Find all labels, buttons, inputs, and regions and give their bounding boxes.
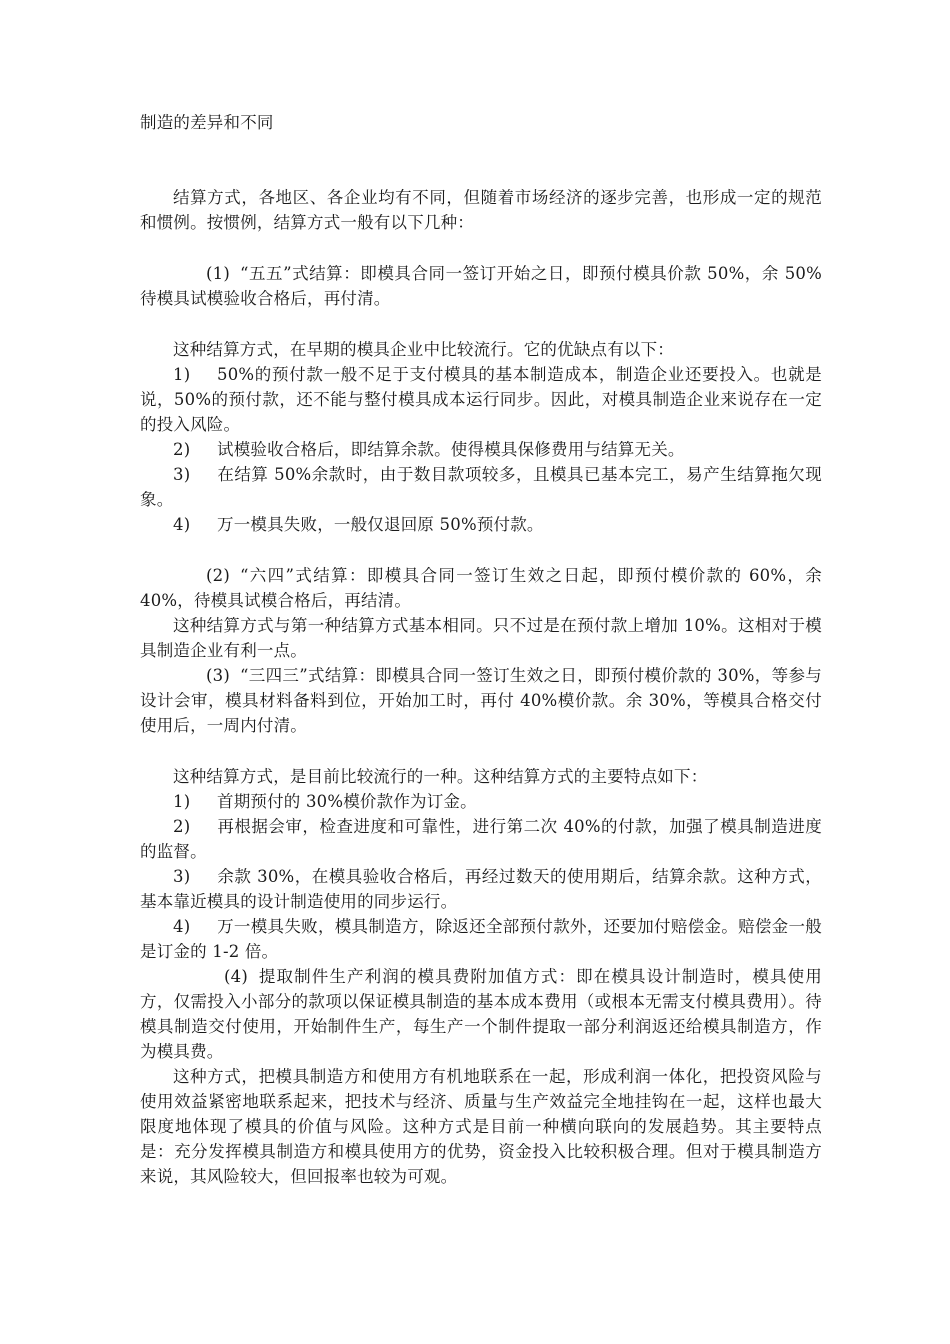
method2-summary: 这种结算方式与第一种结算方式基本相同。只不过是在预付款上增加 10%。这相对于模具制造企业有利一点。	[140, 616, 822, 660]
intro-paragraph: 结算方式，各地区、各企业均有不同，但随着市场经济的逐步完善，也形成一定的规范和惯例。按惯例，结算方式一般有以下几种：	[140, 188, 822, 232]
page-heading: 制造的差异和不同	[140, 113, 274, 132]
method1-label: (1)	[206, 264, 230, 283]
list-item-number: 1)	[173, 792, 191, 811]
list-item-number: 1)	[173, 365, 191, 384]
list-item	[140, 814, 822, 864]
list-item	[140, 437, 822, 462]
method4-text: 提取制件生产利润的模具费附加值方式：即在模具设计制造时，模具使用方，仅需投入小部分的款项以保证模具制造的基本成本费用（或根本无需支付模具费用）。待模具制造交付使用，开始制件生产，每生产一个制件提取一部分利润返还给模具制造方，作为模具费。	[140, 967, 822, 1061]
list-item-number: 3)	[173, 867, 191, 886]
method4-label: (4)	[224, 967, 248, 986]
list-item	[140, 864, 822, 914]
method3-label: (3)	[206, 666, 230, 685]
list-item	[140, 512, 822, 537]
list-item-text: 万一模具失败，模具制造方，除返还全部预付款外，还要加付赔偿金。赔偿金一般是订金的 1-2 倍。	[140, 917, 822, 961]
list-item-text: 50%的预付款一般不足于支付模具的基本制造成本，制造企业还要投入。也就是说，50%的预付款，还不能与整付模具成本运行同步。因此，对模具制造企业来说存在一定的投入风险。	[140, 365, 822, 434]
list-item-text: 首期预付的 30%模价款作为订金。	[217, 792, 477, 811]
list-item-text: 再根据会审，检查进度和可靠性，进行第二次 40%的付款，加强了模具制造进度的监督。	[140, 817, 822, 861]
list-item	[140, 362, 822, 437]
list-item-number: 4)	[173, 515, 191, 534]
list-item-number: 2)	[173, 817, 191, 836]
method2-text: “六四”式结算：即模具合同一签订生效之日起，即预付模价款的 60%，余 40%，待模具试模合格后，再结清。	[140, 566, 822, 610]
method2-label: (2)	[206, 566, 230, 585]
method1-paragraph	[140, 261, 822, 311]
list-item-text: 余款 30%，在模具验收合格后，再经过数天的使用期后，结算余款。这种方式，基本靠近模具的设计制造使用的同步运行。	[140, 867, 822, 911]
list-item	[140, 789, 822, 814]
list-item-text: 在结算 50%余款时，由于数目款项较多，且模具已基本完工，易产生结算拖欠现象。	[140, 465, 822, 509]
list-item-number: 3)	[173, 465, 191, 484]
list-item-number: 4)	[173, 917, 191, 936]
method3-summary: 这种结算方式，是目前比较流行的一种。这种结算方式的主要特点如下：	[173, 767, 708, 786]
method3-paragraph	[140, 663, 822, 738]
method3-text: “三四三”式结算：即模具合同一签订生效之日，即预付模价款的 30%，等参与设计会审，模具材料备料到位，开始加工时，再付 40%模价款。余 30%，等模具合格交付使用后，一周内付清。	[140, 666, 822, 735]
method1-summary: 这种结算方式，在早期的模具企业中比较流行。它的优缺点有以下：	[173, 340, 674, 359]
list-item-text: 万一模具失败，一般仅退回原 50%预付款。	[217, 515, 544, 534]
document-body	[140, 110, 822, 1189]
method4-paragraph	[140, 964, 822, 1064]
list-item-text: 试模验收合格后，即结算余款。使得模具保修费用与结算无关。	[217, 440, 685, 459]
method2-paragraph	[140, 563, 822, 613]
list-item	[140, 462, 822, 512]
method4-summary: 这种方式，把模具制造方和使用方有机地联系在一起，形成利润一体化，把投资风险与使用效益紧密地联系起来，把技术与经济、质量与生产效益完全地挂钩在一起，这样也最大限度地体现了模具的价值与风险。这种方式是目前一种横向联向的发展趋势。其主要特点是：充分发挥模具制造方和模具使用方的优势，资金投入比较积极合理。但对于模具制造方来说，其风险较大，但回报率也较为可观。	[140, 1067, 822, 1186]
list-item-number: 2)	[173, 440, 191, 459]
method1-text: “五五”式结算：即模具合同一签订开始之日，即预付模具价款 50%，余 50%待模具试模验收合格后，再付清。	[140, 264, 822, 308]
list-item	[140, 914, 822, 964]
